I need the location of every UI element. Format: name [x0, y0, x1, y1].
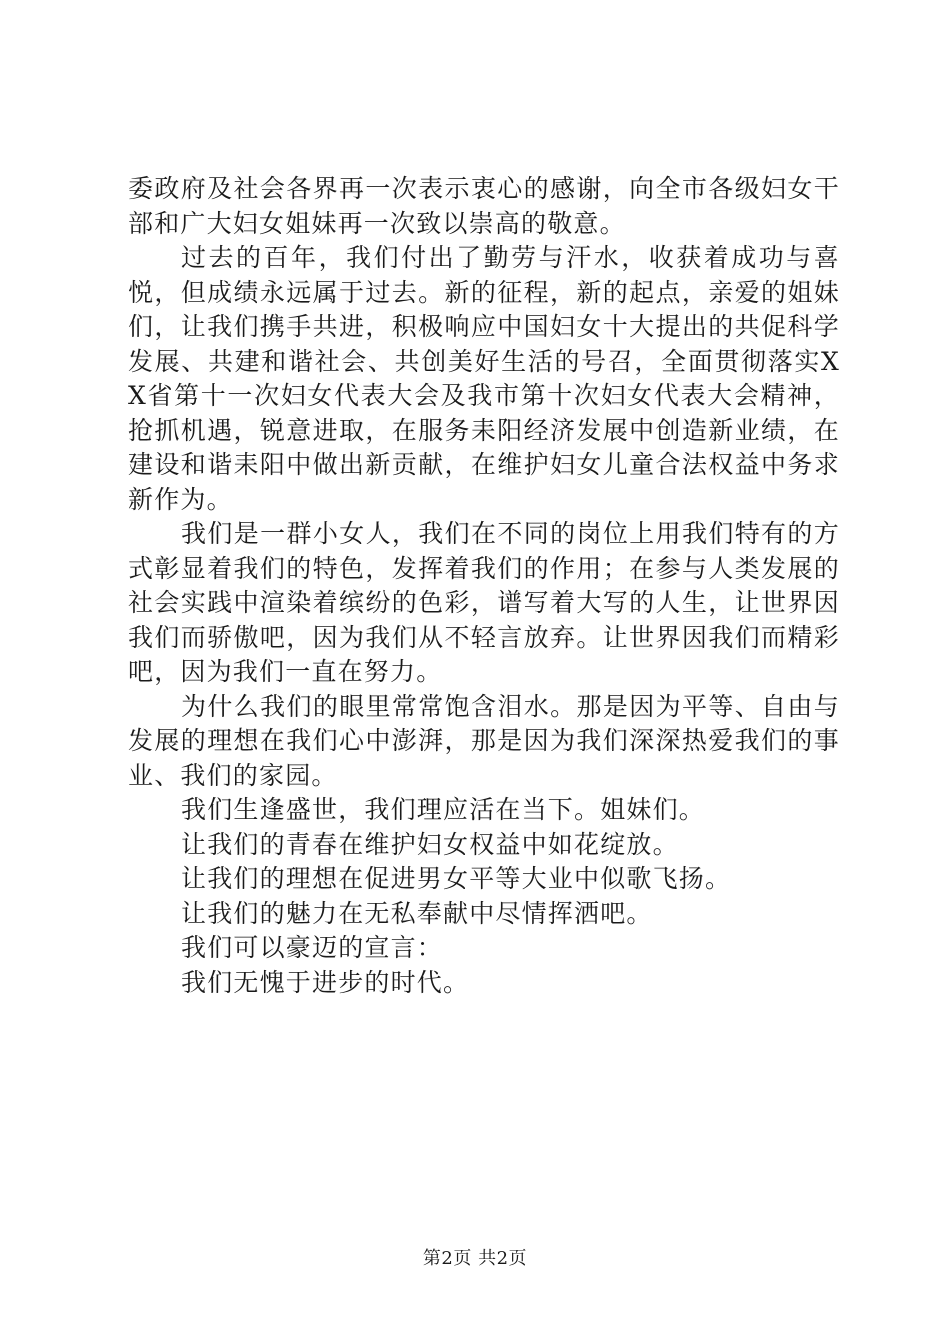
paragraph: 我们是一群小女人，我们在不同的岗位上用我们特有的方式彰显着我们的特色，发挥着我们的作用；在参与人类发展的社会实践中渲染着缤纷的色彩，谱写着大写的人生，让世界因我们而骄傲吧，因为我们从不轻言放弃。让世界因我们而精彩吧，因为我们一直在努力。: [128, 519, 840, 686]
closing-line: 让我们的魅力在无私奉献中尽情挥洒吧。: [181, 898, 653, 928]
closing-line: 我们生逢盛世，我们理应活在当下。姐妹们。: [181, 795, 706, 824]
paragraph-continuation: 委政府及社会各界再一次表示衷心的感谢，向全市各级妇女干部和广大妇女姐妹再一次致以崇高的敬意。: [128, 174, 840, 238]
paragraph: 为什么我们的眼里常常饱含泪水。那是因为平等、自由与发展的理想在我们心中澎湃，那是因为我们深深热爱我们的事业、我们的家园。: [128, 691, 840, 790]
closing-line: 我们无愧于进步的时代。: [181, 967, 470, 997]
closing-line: 我们可以豪迈的宣言：: [181, 933, 444, 962]
paragraph: 过去的百年，我们付出了勤劳与汗水，收获着成功与喜悦，但成绩永远属于过去。新的征程，新的起点，亲爱的姐妹们，让我们携手共进，积极响应中国妇女十大提出的共促科学发展、共建和谐社会、共创美好生活的号召，全面贯彻落实XX省第十一次妇女代表大会及我市第十次妇女代表大会精神，抢抓机遇，锐意进取，在服务耒阳经济发展中创造新业绩，在建设和谐耒阳中做出新贡献，在维护妇女儿童合法权益中务求新作为。: [128, 243, 840, 514]
document-body: [128, 172, 840, 1000]
page-number-footer: 第2页 共2页: [422, 1248, 528, 1269]
closing-line: 让我们的青春在维护妇女权益中如花绽放。: [181, 829, 679, 859]
closing-line: 让我们的理想在促进男女平等大业中似歌飞扬。: [181, 864, 732, 893]
